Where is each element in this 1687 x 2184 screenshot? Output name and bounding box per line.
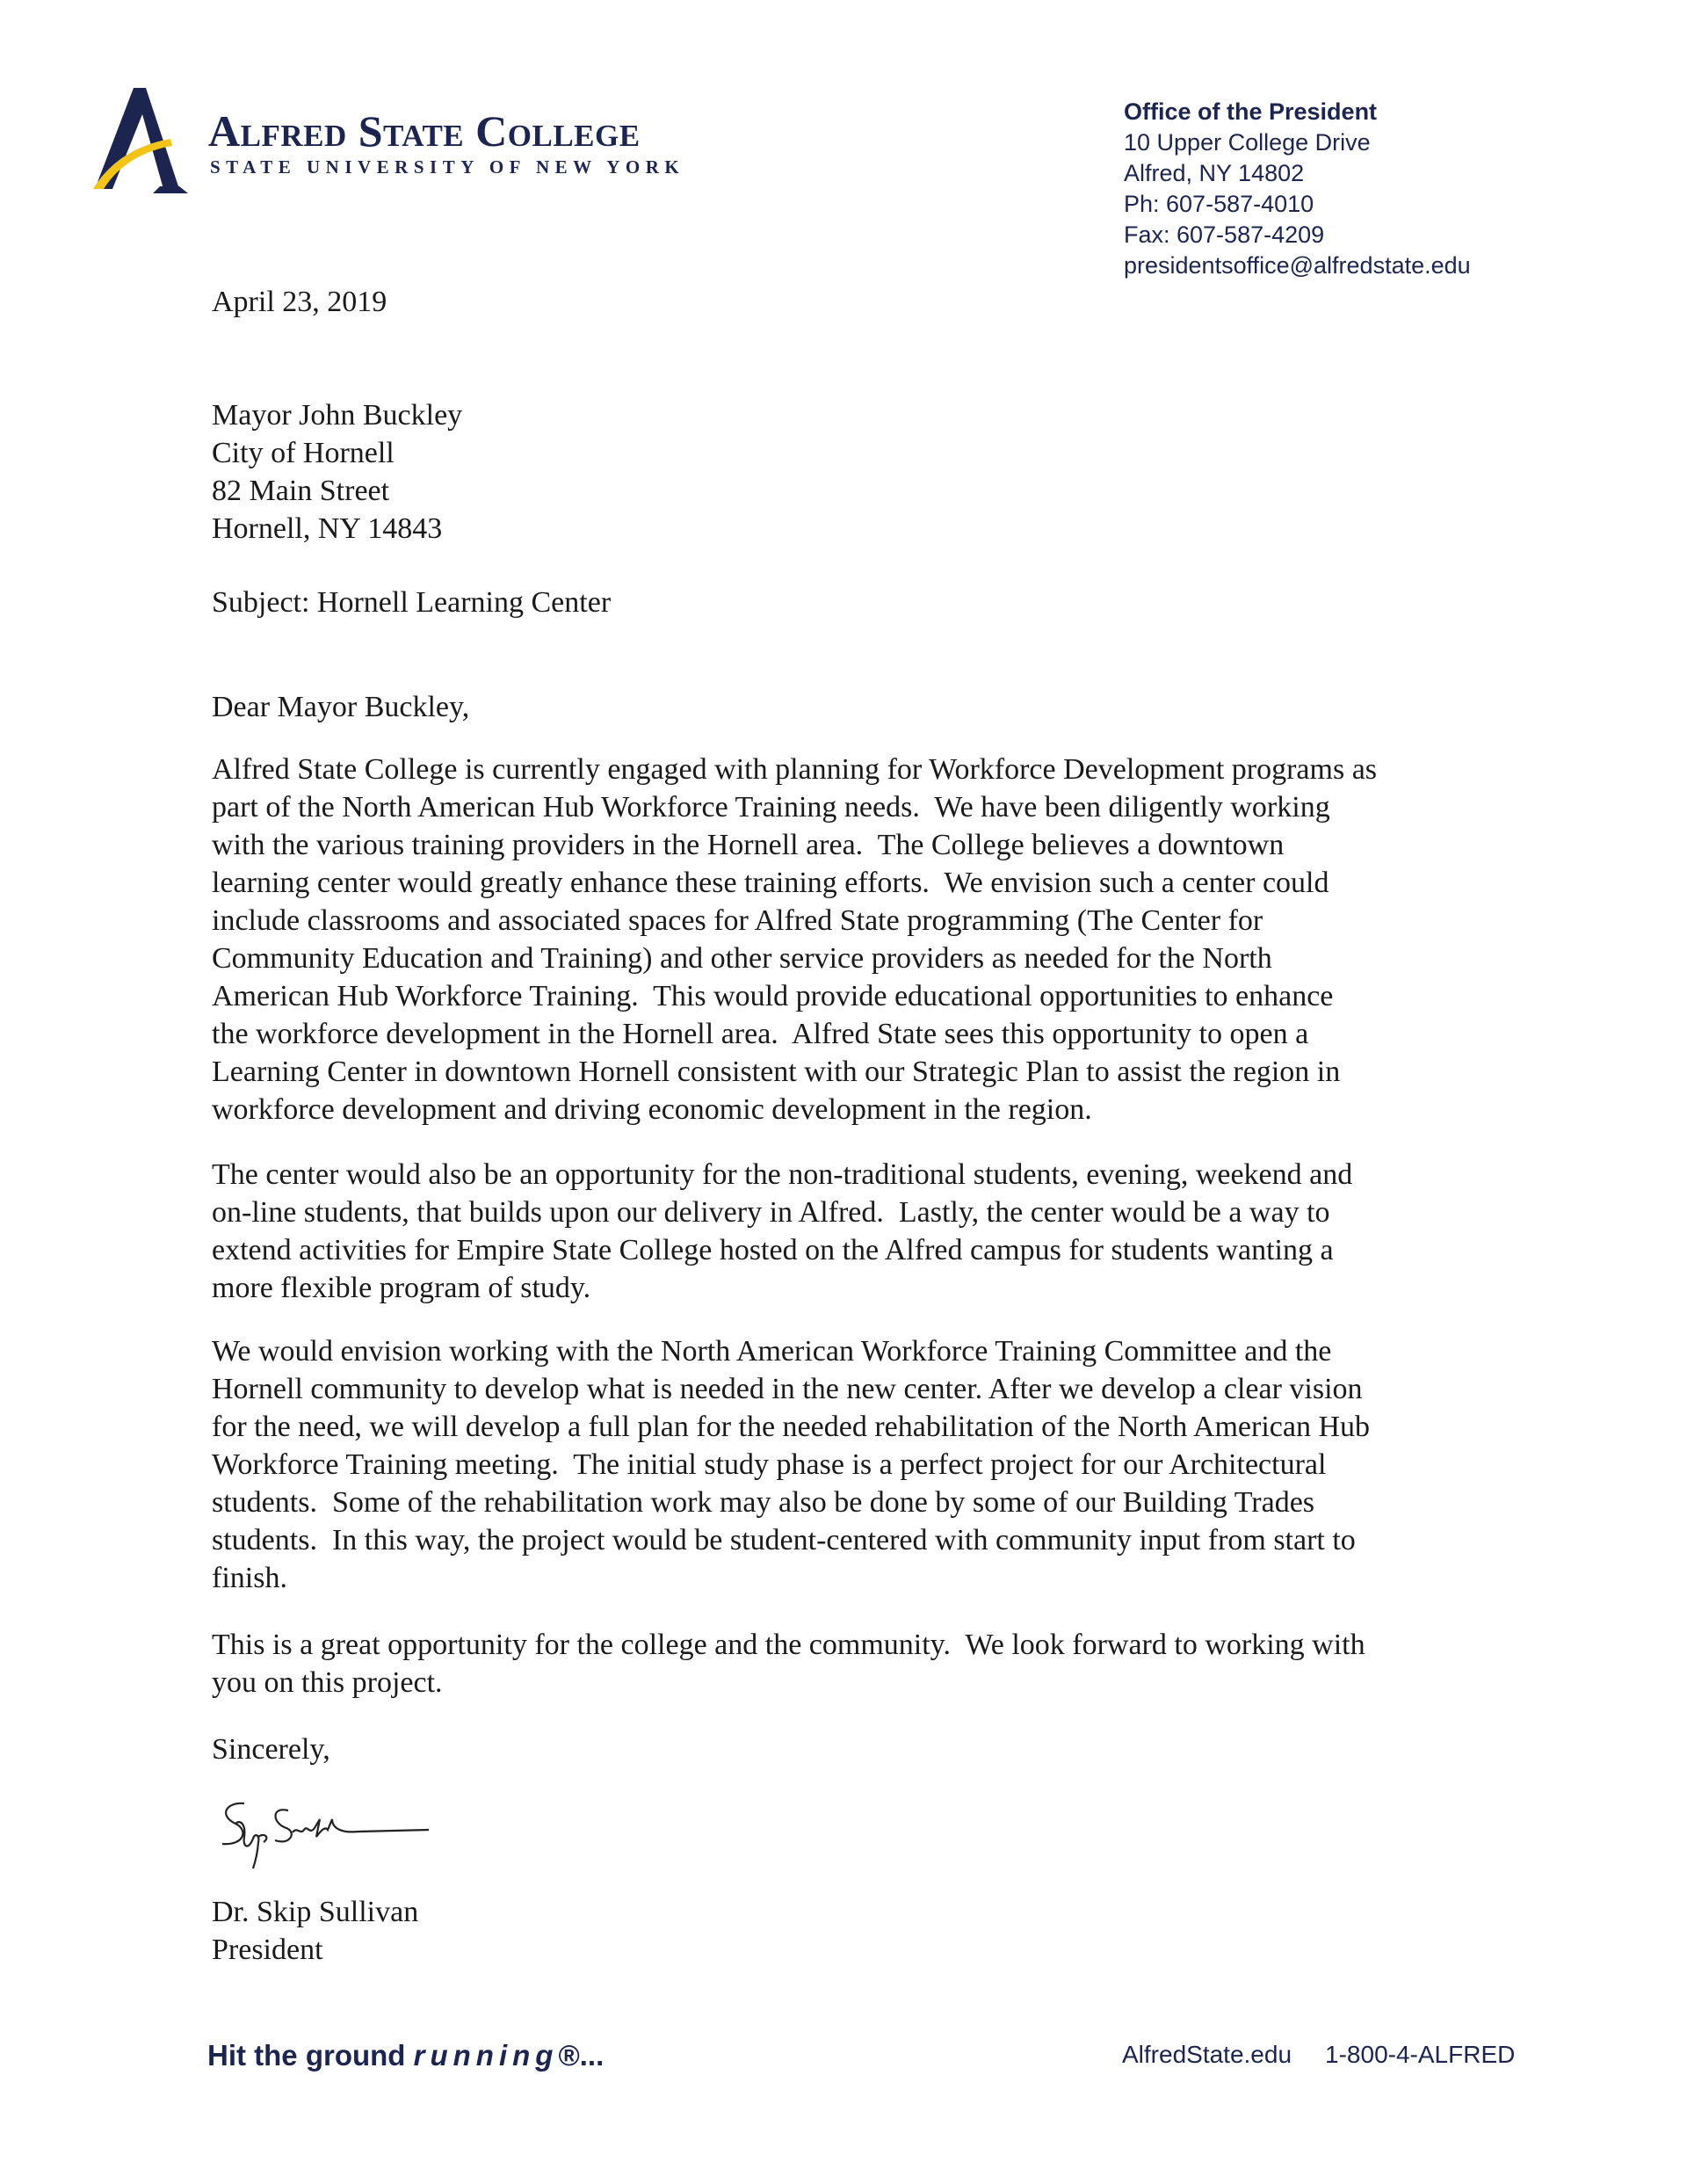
signer-name: Dr. Skip Sullivan (212, 1896, 419, 1928)
salutation: Dear Mayor Buckley, (212, 691, 470, 723)
paragraph-line: This is a great opportunity for the college and the community. We look forward to working with (212, 1629, 1365, 1661)
phone-number: Ph: 607-587-4010 (1124, 191, 1314, 217)
city-address: Alfred, NY 14802 (1124, 160, 1305, 186)
fax-number: Fax: 607-587-4209 (1124, 221, 1325, 248)
contact-block (1124, 97, 1471, 281)
paragraph-line: Workforce Training meeting. The initial study phase is a perfect project for our Architectural (212, 1448, 1327, 1481)
paragraph-line: Learning Center in downtown Hornell consistent with our Strategic Plan to assist the region in (212, 1056, 1341, 1088)
paragraph-line: with the various training providers in the Hornell area. The College believes a downtown (212, 829, 1285, 861)
paragraph-line: The center would also be an opportunity for the non-traditional students, evening, weekend and (212, 1158, 1353, 1191)
footer-website: AlfredState.edu (1122, 2041, 1292, 2068)
subject-line: Subject: Hornell Learning Center (212, 586, 612, 619)
street-address: 10 Upper College Drive (1124, 129, 1371, 156)
tagline-end: ®... (558, 2039, 605, 2072)
signer-title: President (212, 1934, 323, 1966)
paragraph-line: learning center would greatly enhance these training efforts. We envision such a center could (212, 867, 1329, 899)
footer-contact (1122, 2041, 1515, 2069)
paragraph-line: workforce development and driving economic development in the region. (212, 1093, 1092, 1126)
closing: Sincerely, (212, 1733, 330, 1766)
recipient-address (212, 396, 462, 548)
signer-block (212, 1893, 418, 1969)
paragraph (212, 751, 1377, 1128)
paragraph-line: students. Some of the rehabilitation work may also be done by some of our Building Trades (212, 1486, 1315, 1519)
college-subtitle: STATE UNIVERSITY OF NEW YORK (210, 156, 685, 178)
paragraph-line: include classrooms and associated spaces for Alfred State programming (The Center for (212, 904, 1263, 937)
paragraph (212, 1156, 1352, 1307)
paragraph (212, 1332, 1370, 1597)
tagline-start: Hit the ground (207, 2039, 414, 2072)
paragraph-line: American Hub Workforce Training. This would provide educational opportunities to enhance (212, 980, 1334, 1012)
paragraph (212, 1626, 1365, 1701)
paragraph-line: We would envision working with the North American Workforce Training Committee and the (212, 1335, 1332, 1368)
footer-phone: 1-800-4-ALFRED (1325, 2041, 1516, 2068)
paragraph-line: Community Education and Training) and other service providers as needed for the North (212, 942, 1272, 975)
recipient-line: 82 Main Street (212, 475, 390, 507)
paragraph-line: part of the North American Hub Workforce Training needs. We have been diligently working (212, 791, 1330, 824)
paragraph-line: on-line students, that builds upon our delivery in Alfred. Lastly, the center would be a way to (212, 1196, 1330, 1229)
paragraph-line: finish. (212, 1562, 287, 1594)
letter-date: April 23, 2019 (212, 286, 387, 318)
tagline-running: running (413, 2039, 559, 2072)
paragraph-line: Alfred State College is currently engaged with planning for Workforce Development programs as (212, 753, 1378, 786)
recipient-line: Mayor John Buckley (212, 399, 463, 432)
paragraph-line: more flexible program of study. (212, 1272, 591, 1304)
footer-tagline (207, 2039, 604, 2072)
paragraph-line: extend activities for Empire State College hosted on the Alfred campus for students wanting a (212, 1234, 1334, 1266)
paragraph-line: for the need, we will develop a full plan for the needed rehabilitation of the North American Hub (212, 1411, 1370, 1443)
alfred-state-logo-icon (91, 88, 188, 193)
paragraph-line: the workforce development in the Hornell area. Alfred State sees this opportunity to open a (212, 1018, 1309, 1050)
recipient-line: City of Hornell (212, 437, 395, 469)
email-address: presidentsoffice@alfredstate.edu (1124, 252, 1471, 279)
signature-icon (209, 1784, 438, 1872)
office-name: Office of the President (1124, 98, 1378, 125)
paragraph-line: you on this project. (212, 1666, 443, 1699)
paragraph-line: Hornell community to develop what is needed in the new center. After we develop a clear vision (212, 1373, 1363, 1405)
recipient-line: Hornell, NY 14843 (212, 512, 443, 545)
paragraph-line: students. In this way, the project would be student-centered with community input from start to (212, 1524, 1356, 1556)
college-name: Alfred State College (208, 106, 641, 156)
